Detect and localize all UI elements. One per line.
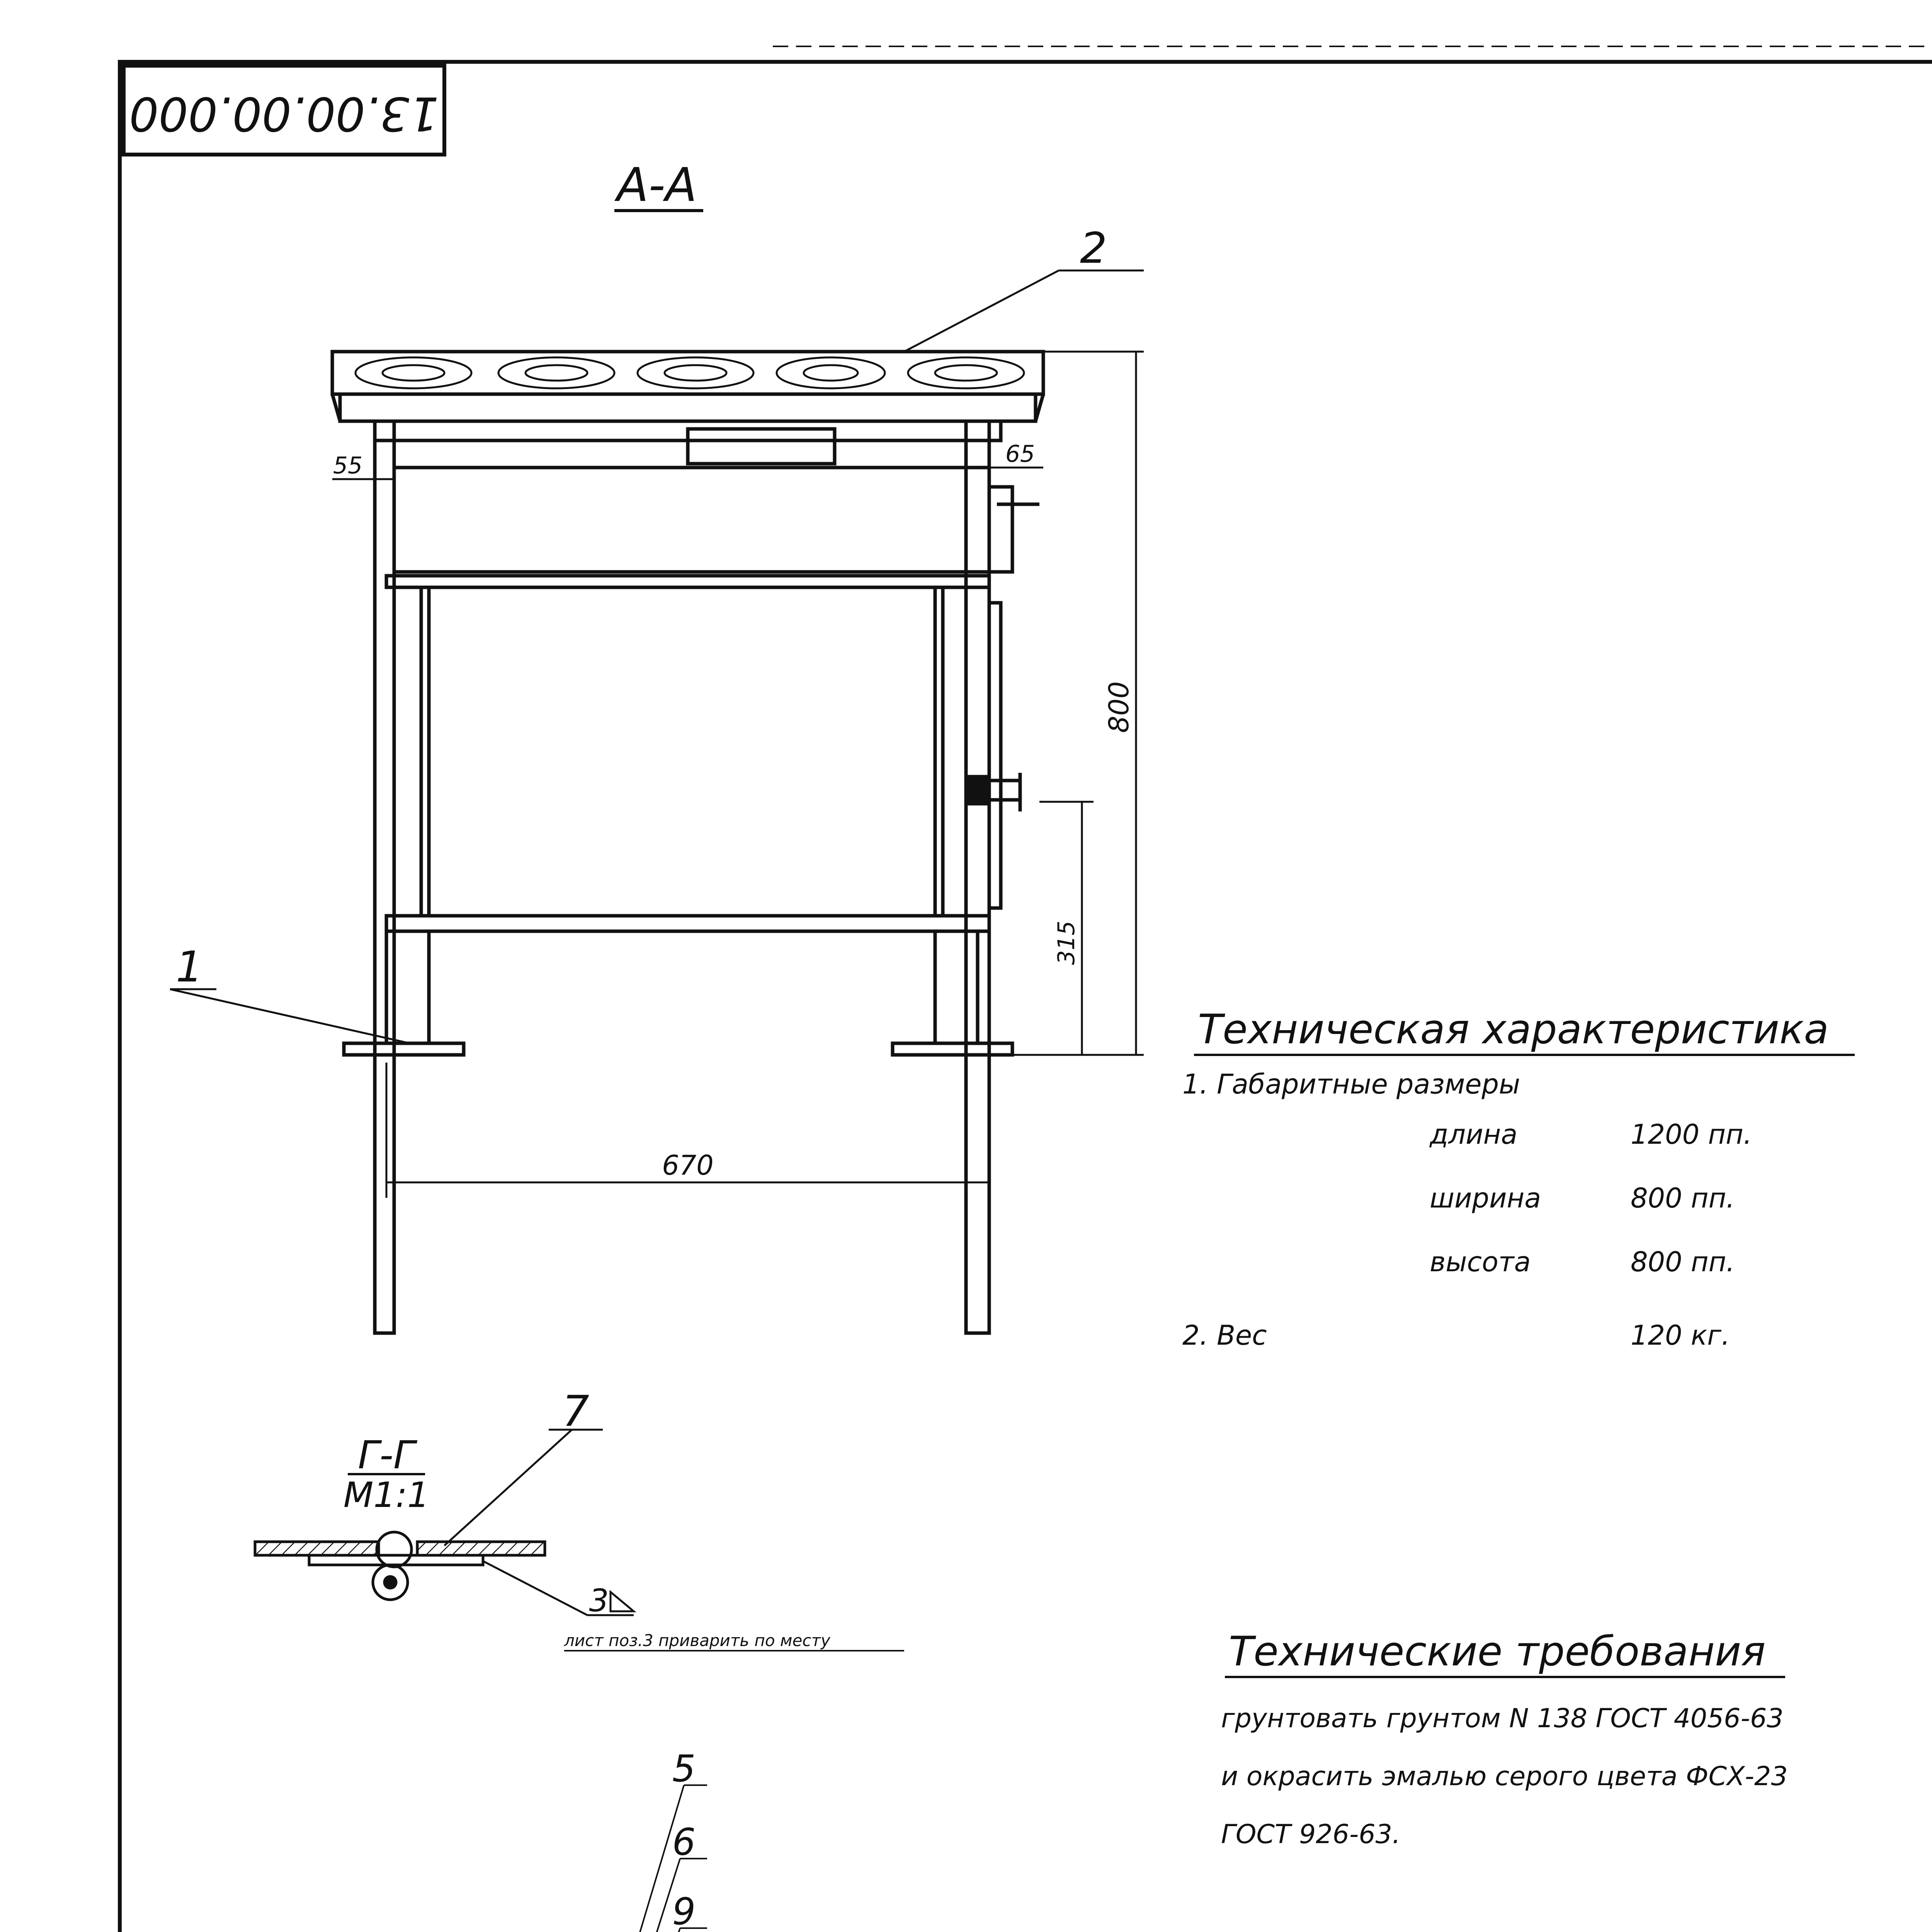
section-aa-title: А-А	[617, 158, 697, 212]
tech-req-line-1: грунтовать грунтом N 138 ГОСТ 4056-63	[1221, 1703, 1784, 1734]
section-gg-title: Г-Г	[358, 1432, 415, 1478]
tech-item-2-label: 2. Вес	[1182, 1320, 1267, 1351]
dim-offset-65: 65	[1005, 440, 1035, 468]
dim-handle-315: 315	[1053, 920, 1080, 965]
designation-stamp	[124, 66, 444, 155]
dimension-lines	[332, 352, 1144, 1198]
callout-7: 7	[562, 1386, 589, 1436]
callout-1: 1	[176, 942, 203, 992]
callout-9: 9	[672, 1891, 696, 1932]
dim-offset-55: 55	[333, 452, 363, 479]
weld-note: лист поз.3 приварить по месту	[564, 1631, 830, 1650]
tech-requirements	[1221, 1628, 1788, 1932]
dim-width-670: 670	[662, 1150, 714, 1181]
tech-row-value-width: 800 пп.	[1631, 1182, 1735, 1214]
tech-row-value-length: 1200 пп.	[1631, 1119, 1752, 1150]
hinge-detail	[255, 1532, 545, 1600]
callout-2: 2	[1080, 223, 1107, 273]
section-gg	[255, 1386, 904, 1651]
callout-3: 3	[589, 1583, 609, 1619]
designation-stamp-text: 13.00.00.000	[129, 86, 439, 140]
tech-row-label-height: высота	[1430, 1246, 1531, 1278]
workbench-front-view	[332, 352, 1043, 1333]
tech-req-line-3: ГОСТ 926-63.	[1221, 1819, 1401, 1850]
tech-characteristics	[1182, 1006, 1855, 1351]
tech-row-label-width: ширина	[1430, 1182, 1541, 1214]
section-bb	[174, 1748, 707, 1932]
tech-req-line-2: и окрасить эмалью серого цвета ФСХ-23	[1221, 1761, 1788, 1792]
tech-characteristics-title: Техническая характеристика	[1198, 1006, 1829, 1053]
tech-row-label-length: длина	[1430, 1119, 1518, 1150]
tech-requirements-title: Технические требования	[1229, 1628, 1766, 1675]
tech-item-2-value: 120 кг.	[1631, 1320, 1730, 1351]
tech-item-1: 1. Габаритные размеры	[1182, 1068, 1520, 1100]
callout-5: 5	[672, 1748, 696, 1790]
section-gg-scale: М1:1	[343, 1475, 430, 1515]
callout-6: 6	[672, 1821, 696, 1864]
tech-row-value-height: 800 пп.	[1631, 1246, 1735, 1278]
section-aa	[170, 158, 1144, 1333]
dim-height-800: 800	[1103, 681, 1135, 733]
